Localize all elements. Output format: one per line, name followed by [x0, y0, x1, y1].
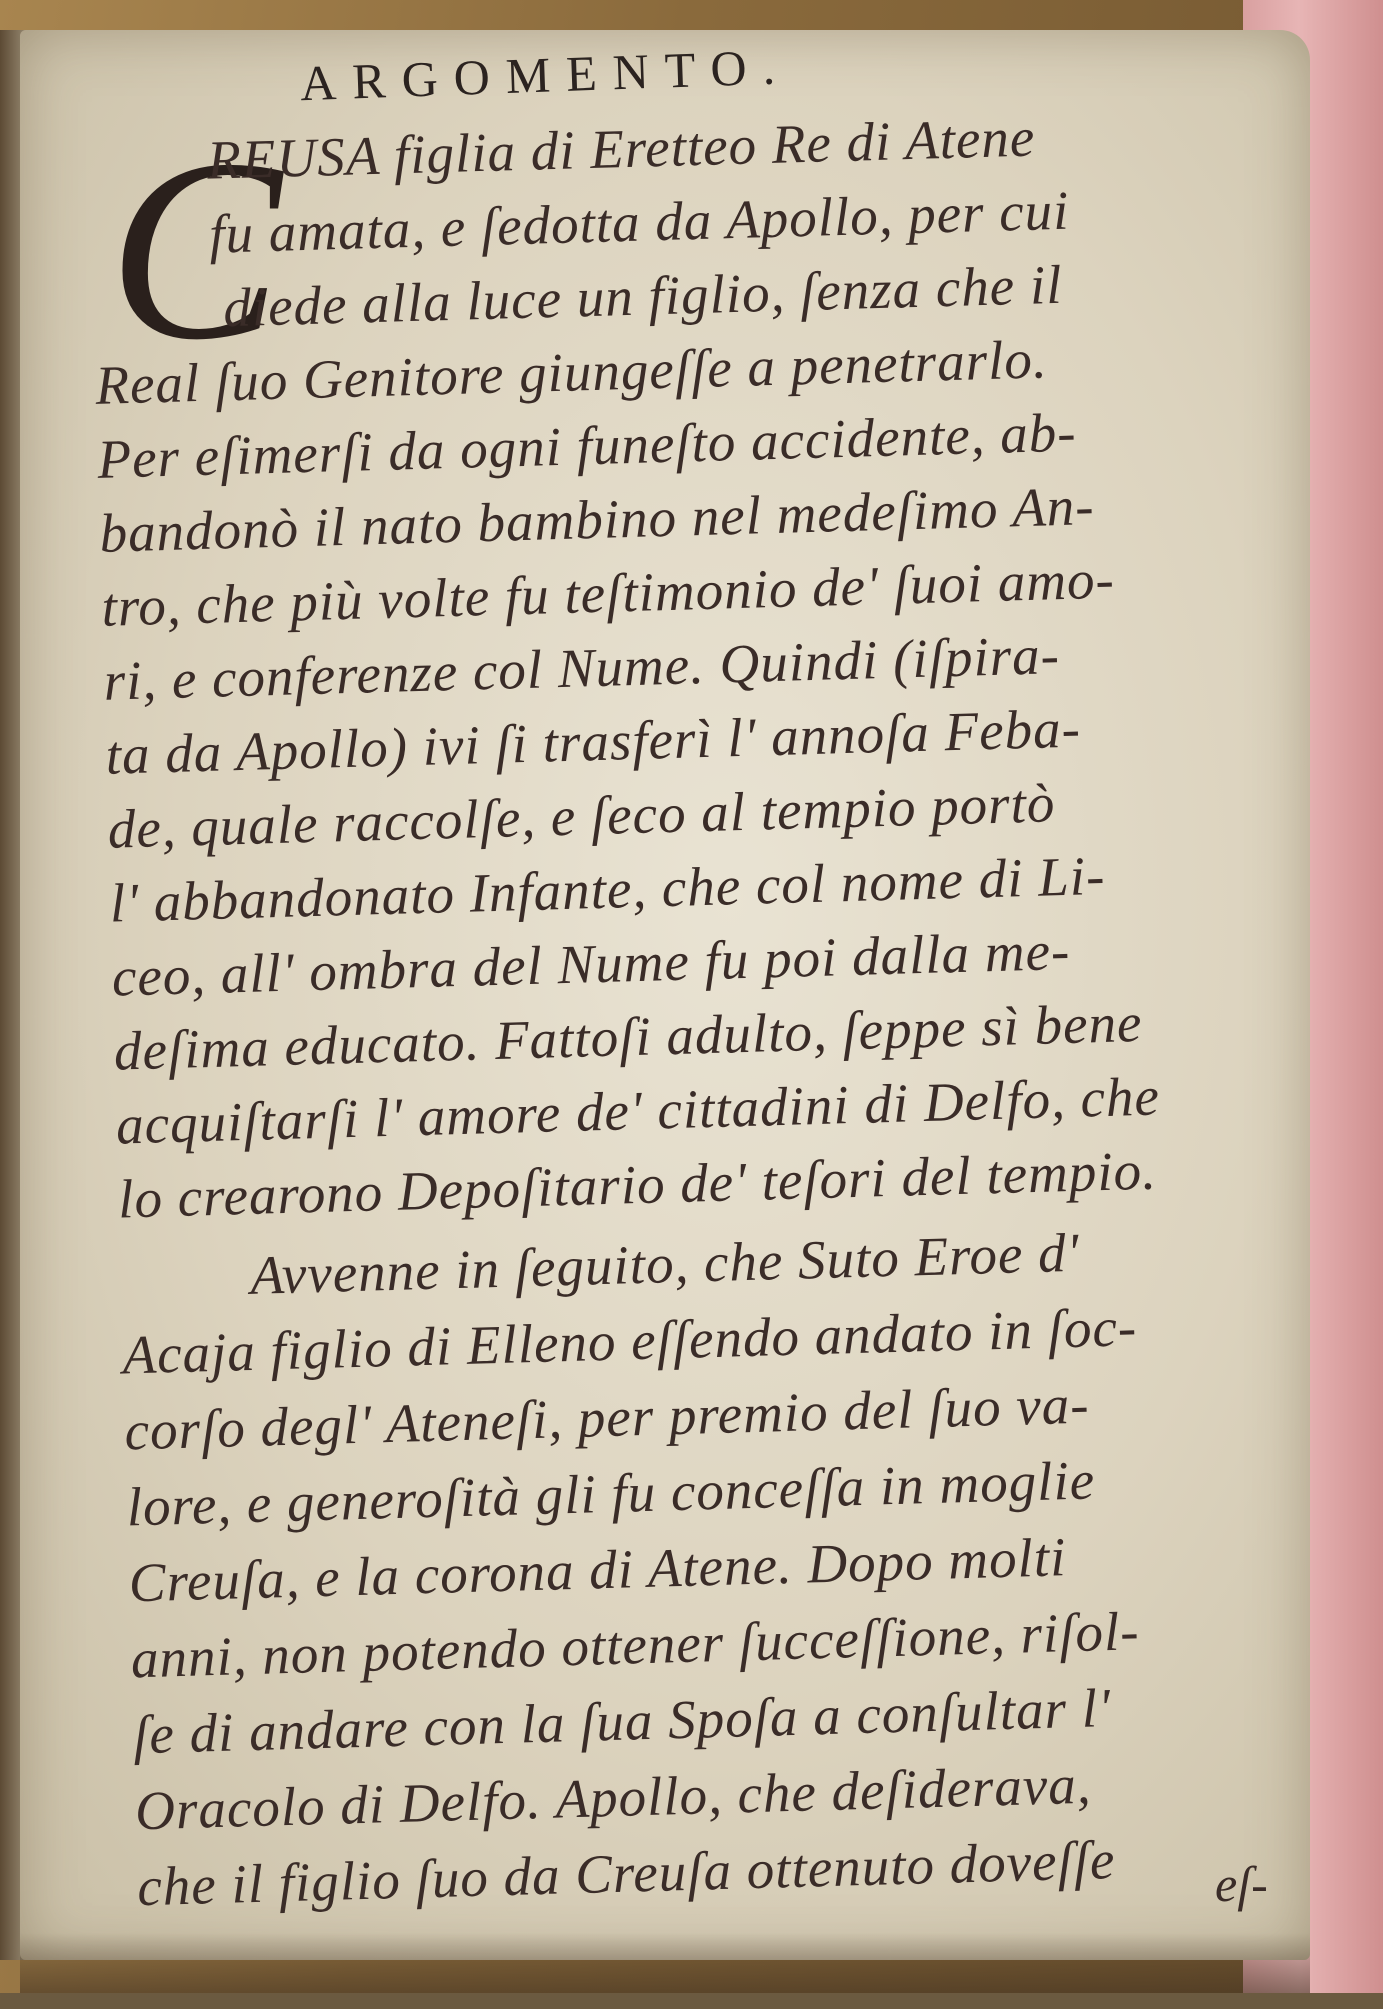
text-line: corſo degl' Ateneſi, per premio del ſuo va-	[123, 1373, 1091, 1462]
text-line: diede alla luce un figlio, ſenza che il	[222, 253, 1064, 339]
text-line: fu amata, e ſedotta da Apollo, per cui	[208, 179, 1071, 265]
text-line: REUSA figlia di Eretteo Re di Atene	[206, 106, 1036, 191]
text-line: acquiſtarſi l' amore de' cittadini di Delfo, che	[115, 1065, 1161, 1156]
text-line: Acaja figlio di Elleno eſſendo andato in ſoc-	[121, 1296, 1138, 1386]
text-line: tro, che più volte fu teſtimonio de' ſuoi amo-	[100, 548, 1116, 638]
text-line: Per eſimerſi da ogni funeſto accidente, ab-	[96, 401, 1078, 490]
text-line: che il figlio ſuo da Creuſa ottenuto doveſſe	[136, 1828, 1117, 1918]
text-line: de, quale raccolſe, e ſeco al tempio portò	[106, 772, 1057, 860]
catchword: eſ-	[1215, 1856, 1268, 1912]
text-line: ſe di andare con la ſua Spoſa a conſultar l'	[132, 1677, 1112, 1766]
page-heading: ARGOMENTO.	[299, 38, 792, 112]
text-line: ceo, all' ombra del Nume fu poi dalla me-	[111, 919, 1072, 1008]
text-line: ri, e conferenze col Nume. Quindi (iſpira-	[102, 624, 1061, 712]
text-line: ta da Apollo) ivi ſi trasferì l' annoſa Feba-	[104, 697, 1082, 786]
text-line: deſima educato. Fattoſi adulto, ſeppe sì bene	[113, 991, 1144, 1082]
text-line: anni, non potendo ottener ſucceſſione, riſol-	[130, 1600, 1141, 1690]
text-line: bandonò il nato bambino nel medeſimo An-	[98, 475, 1096, 564]
text-line: lore, e generoſità gli fu conceſſa in moglie	[125, 1449, 1096, 1538]
text-line: Creuſa, e la corona di Atene. Dopo molti	[128, 1526, 1068, 1614]
text-line: lo crearono Depoſitario de' teſori del tempio.	[117, 1139, 1158, 1230]
drop-cap-initial: C	[108, 106, 282, 394]
text-line: Avvenne in ſeguito, che Suto Eroe d'	[249, 1221, 1081, 1306]
text-line: l' abbandonato Infante, che col nome di Li-	[109, 844, 1107, 934]
text-line: Oracolo di Delfo. Apollo, che deſiderava,	[134, 1753, 1093, 1842]
text-line: Real ſuo Genitore giungeſſe a penetrarlo.	[94, 328, 1049, 416]
